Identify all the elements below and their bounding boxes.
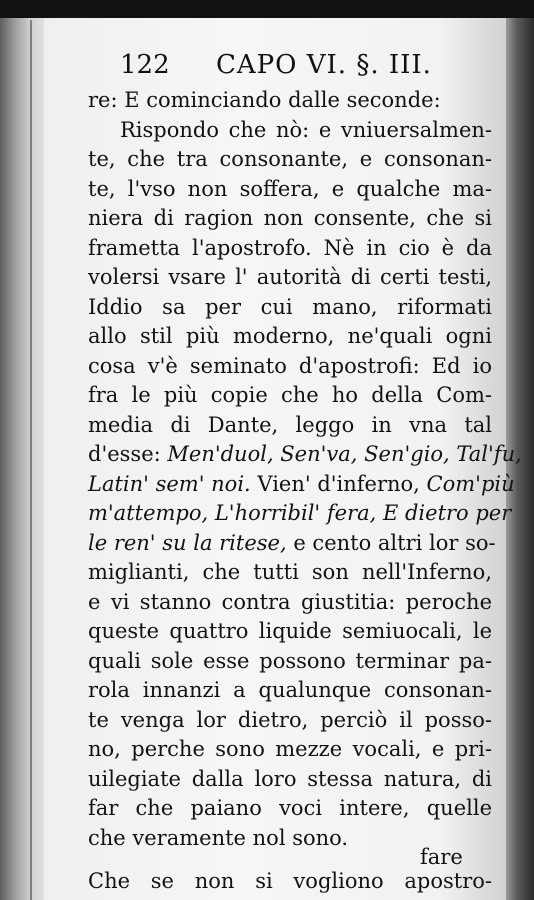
text-run: che veramente nol sono. bbox=[88, 825, 349, 850]
text-line bbox=[88, 706, 492, 736]
text-run: cosa v'è seminato d'apostrofi: Ed io bbox=[88, 353, 492, 378]
text-line bbox=[88, 765, 492, 795]
text-run: no, perche sono mezze vocali, e pri- bbox=[88, 737, 492, 761]
text-line bbox=[88, 116, 492, 146]
text-run: media di Dante, leggo in vna tal bbox=[88, 412, 492, 437]
italic-quotation: m'attempo, L'horribil' fera, E dietro per bbox=[88, 501, 512, 525]
text-line bbox=[88, 145, 492, 175]
text-line bbox=[88, 617, 492, 647]
text-run: frametta l'apostrofo. Nè in cio è da bbox=[88, 235, 492, 260]
text-line bbox=[88, 676, 492, 706]
text-run: far che paiano voci intere, quelle bbox=[88, 796, 492, 820]
text-run: uilegiate dalla loro stessa natura, di bbox=[88, 766, 492, 791]
page-number: 122 bbox=[120, 50, 170, 80]
text-run: rola innanzi a qualunque consonan- bbox=[88, 678, 492, 702]
text-line bbox=[88, 352, 492, 382]
text-run: re: E cominciando dalle seconde: bbox=[88, 88, 441, 112]
italic-quotation: Com'più bbox=[426, 471, 515, 496]
text-run: e cento altri lor so- bbox=[293, 530, 496, 555]
text-line bbox=[88, 529, 496, 559]
gutter-fold-line bbox=[30, 20, 32, 900]
text-run: Vien' d'inferno, bbox=[257, 471, 427, 496]
italic-quotation: Men'duol, Sen'va, Sen'gio, Tal'fu, bbox=[167, 442, 522, 466]
text-run: allo stil più moderno, ne'quali ogni bbox=[88, 324, 492, 348]
text-run: e vi stanno contra giustitia: peroche bbox=[88, 589, 492, 614]
text-line bbox=[88, 322, 492, 352]
text-run: miglianti, che tutti son nell'Inferno, bbox=[88, 560, 492, 584]
page-top-shadow bbox=[0, 0, 534, 20]
text-run: Che se non si vogliono apostro- bbox=[88, 869, 492, 893]
text-run: te, l'vso non soffera, e qualche ma- bbox=[88, 176, 492, 201]
text-line bbox=[88, 735, 492, 765]
page-header bbox=[120, 47, 500, 83]
text-line bbox=[88, 440, 522, 470]
text-run: te venga lor dietro, perciò il posso- bbox=[88, 707, 492, 732]
text-line bbox=[88, 234, 492, 264]
text-line bbox=[88, 263, 492, 293]
text-line bbox=[88, 588, 492, 618]
text-line bbox=[88, 558, 492, 588]
text-line bbox=[88, 470, 515, 500]
text-line bbox=[88, 175, 492, 205]
italic-quotation: le ren' su la ritese, bbox=[88, 530, 294, 555]
text-run: quali sole esse possono terminar pa- bbox=[88, 648, 492, 673]
text-line bbox=[88, 293, 492, 323]
text-line bbox=[88, 86, 492, 116]
text-line bbox=[88, 204, 492, 234]
text-line bbox=[88, 381, 492, 411]
running-head: CAPO VI. §. III. bbox=[216, 50, 432, 80]
text-run: volersi vsare l' autorità di certi testi, bbox=[88, 265, 492, 289]
text-line bbox=[88, 794, 492, 824]
text-run: Iddio sa per cui mano, riformati bbox=[88, 294, 492, 319]
text-run: Rispondo che nò: e vniuersalmen- bbox=[120, 117, 492, 142]
body-text bbox=[88, 86, 522, 897]
text-run: d'esse: bbox=[88, 442, 168, 466]
text-line bbox=[88, 411, 492, 441]
catchword: fare bbox=[420, 845, 463, 869]
text-run: niera di ragion non consente, che si bbox=[88, 206, 492, 230]
text-run: te, che tra consonante, e consonan- bbox=[88, 147, 492, 171]
italic-quotation: Latin' sem' noi. bbox=[88, 471, 258, 496]
text-run: queste quattro liquide semiuocali, le bbox=[88, 619, 492, 643]
text-run: fra le più copie che ho della Com- bbox=[88, 383, 492, 407]
text-line bbox=[88, 499, 512, 529]
binding-gutter bbox=[0, 18, 50, 900]
text-line bbox=[88, 647, 492, 677]
